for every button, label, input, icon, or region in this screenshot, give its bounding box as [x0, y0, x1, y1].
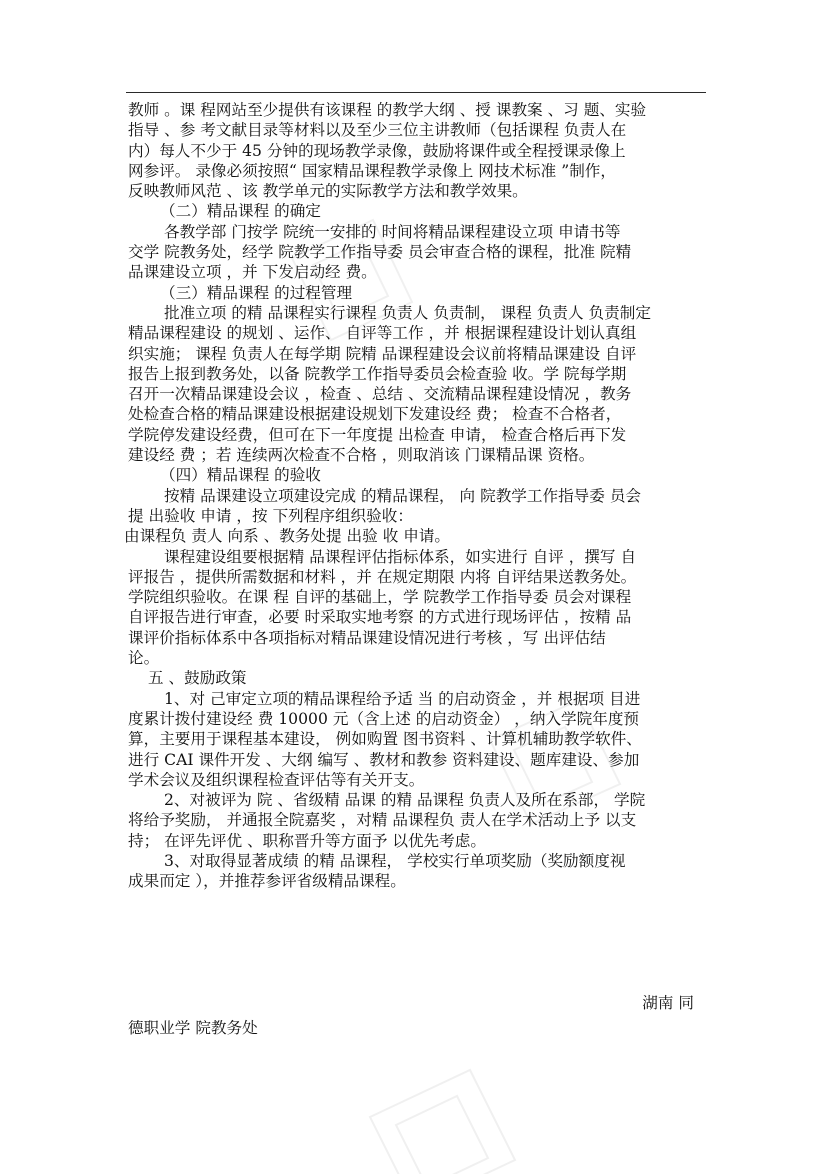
document-line-15: 召开一次精品课建设会议 ，检查 、总结 、交流精品课程建设情况 ，教务	[128, 385, 632, 404]
document-line-27: 课评价指标体系中各项指标对精品课建设情况进行考核 ，写 出评估结	[128, 628, 606, 647]
document-line-5: 反映教师风范 、该 教学单元的实际教学方法和教学效果。	[128, 182, 528, 201]
document-line-25: 学院组织验收。在课 程 自评的基础上，学 院教学工作指导委 员会对课程	[128, 588, 632, 607]
document-line-24: 评报告 ，提供所需数据和材料 ，并 在规定期限 内将 自评结果送教务处。	[128, 567, 637, 586]
document-line-39: 成果而定 ），并推荐参评省级精品课程。	[128, 872, 406, 891]
document-line-9: 品课建设立项 ，并 下发启动经 费。	[128, 263, 377, 282]
document-line-22: 由课程负 责人 向系 、教务处提 出验 收 申请。	[124, 527, 451, 546]
section-heading-3: （三）精品课程 的过程管理	[160, 283, 353, 302]
document-line-37: 持； 在评先评优 、职称晋升等方面予 以优先考虑。	[128, 831, 486, 850]
document-line-18: 建设经 费 ；若 连续两次检查不合格 ，则取消该 门课精品课 资格。	[128, 446, 595, 465]
section-heading-4: （四）精品课程 的验收	[160, 466, 321, 485]
signature-line-2: 德职业学 院教务处	[128, 1019, 258, 1037]
document-line-32: 算，主要用于课程基本建设， 例如购置 图书资料 、计算机辅助教学软件、	[128, 730, 642, 749]
document-line-23: 课程建设组要根据精 品课程评估指标体系，如实进行 自评 ，撰写 自	[164, 547, 637, 566]
section-heading-5: 五 、鼓励政策	[148, 669, 247, 688]
document-line-13: 织实施； 课程 负责人在每学期 院精 品课程建设会议前将精品课建设 自评	[128, 344, 637, 363]
signature-block	[128, 991, 708, 1041]
document-line-12: 精品课程建设 的规划 、运作、 自评等工作 ，并 根据课程建设计划认真组	[128, 324, 637, 343]
document-line-4: 网参评。 录像必须按照“ 国家精品课程教学录像上 网技术标准 ”制作，	[128, 161, 616, 180]
document-line-36: 将给予奖励， 并通报全院嘉奖 ，对精 品课程负 责人在学术活动上予 以支	[128, 811, 637, 830]
document-line-26: 自评报告进行审查，必要 时采取实地考察 的方式进行现场评估 ，按精 品	[128, 608, 632, 627]
header-rule	[126, 92, 706, 93]
document-line-16: 处检查合格的精品课建设根据建设规划下发建设经 费； 检查不合格者，	[128, 405, 622, 424]
document-line-38: 3、对取得显著成绩 的精 品课程， 学校实行单项奖励（奖励额度视	[164, 851, 626, 870]
document-line-30: 1、对 己审定立项的精品课程给予适 当 的启动资金 ，并 根据项 目进	[164, 689, 641, 708]
document-line-33: 进行 CAI 课件开发 、大纲 编写 、教材和教参 资料建设、题库建设、参加	[128, 750, 640, 769]
document-line-14: 报告上报到教务处，以备 院教学工作指导委员会检查验 收。学 院每学期	[128, 364, 627, 383]
document-line-20: 按精 品课建设立项建设完成 的精品课程， 向 院教学工作指导委 员会	[164, 486, 642, 505]
document-line-3: 内）每人不少于 45 分钟的现场教学录像，鼓励将课件或全程授课录像上	[128, 141, 626, 160]
document-line-31: 度累计拨付建设经 费 10000 元（含上述 的启动资金） ，纳入学院年度预	[128, 709, 640, 728]
section-heading-2: （二）精品课程 的确定	[160, 202, 321, 221]
signature-line-1: 湖南 同	[642, 994, 694, 1012]
document-line-2: 指导 、参 考文献目录等材料以及至少三位主讲教师（包括课程 负责人在	[128, 121, 627, 140]
document-line-1: 教师 。课 程网站至少提供有该课程 的教学大纲 、授 课教案 、习 题、实验	[128, 101, 647, 119]
document-line-7: 各教学部 门按学 院统一安排的 时间将精品课程建设立项 申请书等	[164, 222, 621, 241]
document-line-35: 2、对被评为 院 、省级精 品课 的精 品课程 负责人及所在系部， 学院	[164, 791, 646, 810]
document-line-28: 论。	[128, 649, 160, 668]
document-body	[124, 100, 708, 892]
document-line-34: 学术会议及组织课程检查评估等有关开支。	[128, 770, 425, 789]
document-line-8: 交学 院教务处，经学 院教学工作指导委 员会审查合格的课程，批准 院精	[128, 243, 632, 262]
document-line-21: 提 出验收 申请 ，按 下列程序组织验收：	[128, 506, 413, 525]
document-line-11: 批准立项 的精 品课程实行课程 负责人 负责制， 课程 负责人 负责制定	[164, 303, 651, 322]
document-line-17: 学院停发建设经费，但可在下一年度提 出检查 申请， 检查合格后再下发	[128, 425, 627, 444]
